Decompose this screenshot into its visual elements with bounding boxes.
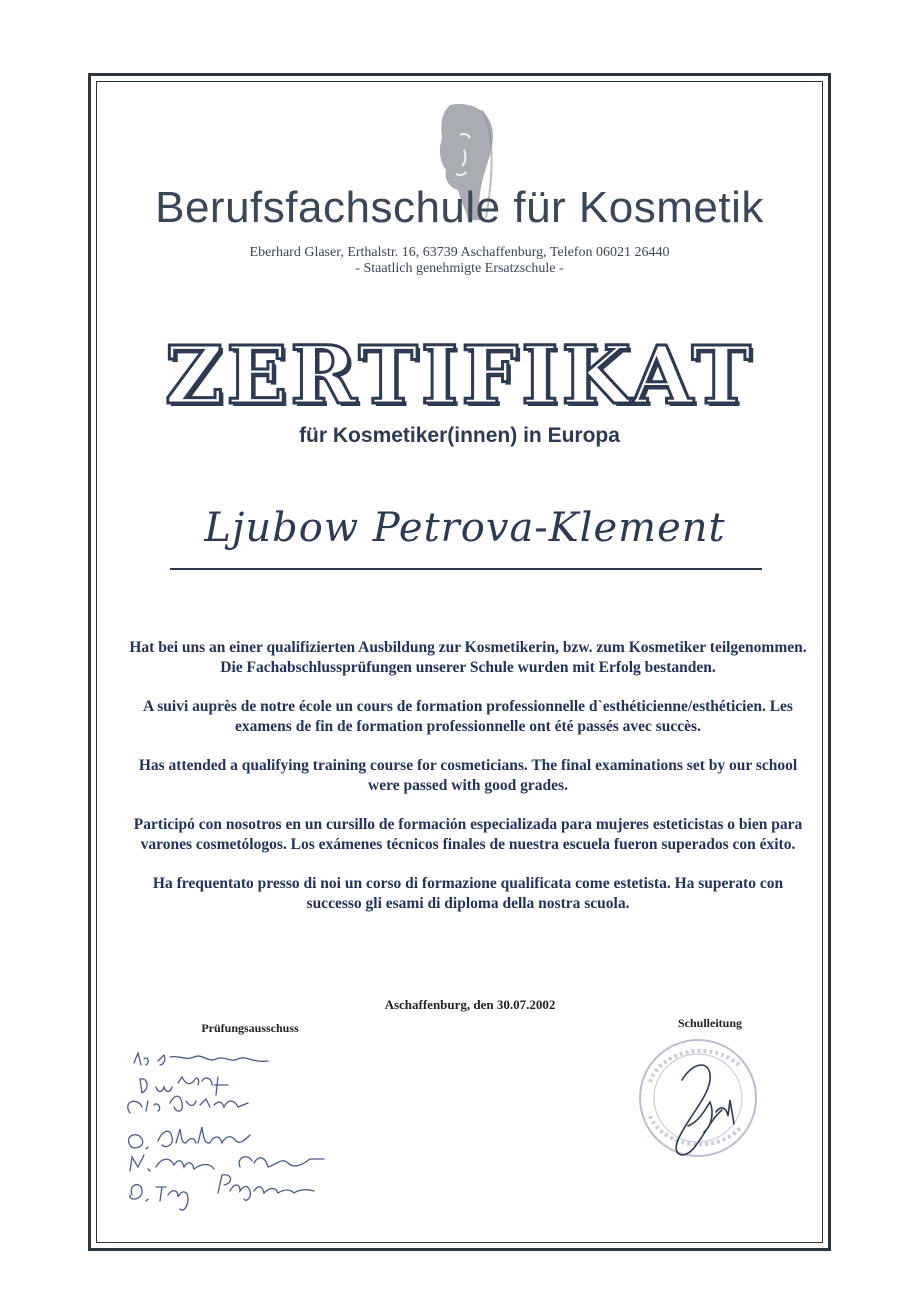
certificate-title: ZERTIFIKAT <box>164 328 755 422</box>
school-seal-signature <box>630 1030 770 1180</box>
certificate-subtitle: für Kosmetiker(innen) in Europa <box>299 424 620 447</box>
statement-italian: Ha frequentato presso di noi un corso di formazione qualificata come estetista. Ha superato con successo gli esami di diploma della nostra scuola. <box>152 875 784 912</box>
school-name: Berufsfachschule für Kosmetik <box>155 183 764 232</box>
accreditation-line: - Staatlich genehmigte Ersatzschule - <box>355 261 564 276</box>
committee-signatures <box>110 1045 410 1220</box>
school-management-label: Schulleitung <box>677 1016 743 1030</box>
statement-english: Has attended a qualifying training course for cosmeticians. The final examinations set by our school were passed with good grades. <box>138 757 798 794</box>
certificate-statements <box>128 638 808 933</box>
recipient-underline <box>170 568 762 570</box>
statement-german: Hat bei uns an einer qualifizierten Ausbildung zur Kosmetikerin, bzw. zum Kosmetiker teilgenommen. Die Fachabschlussprüfungen unserer Schule wurden mit Erfolg bestanden. <box>129 639 807 676</box>
statement-spanish: Participó con nosotros en un cursillo de formación especializada para mujeres esteticistas o bien para varones cosmetólogos. Los exámenes técnicos finales de nuestra escuela fueron superados con éxito. <box>133 816 803 853</box>
address-line: Eberhard Glaser, Erthalstr. 16, 63739 Aschaffenburg, Telefon 06021 26440 <box>249 245 670 260</box>
place-date: Aschaffenburg, den 30.07.2002 <box>384 997 556 1012</box>
recipient-name: Ljubow Petrova-Klement <box>204 505 726 551</box>
statement-french: A suivi auprès de notre école un cours de formation professionnelle d`esthéticienne/esthéticien. Les examens de fin de formation professionnelle ont été passés avec succès. <box>143 698 793 735</box>
school-address <box>0 245 919 277</box>
exam-committee-label: Prüfungsausschuss <box>201 1021 299 1035</box>
